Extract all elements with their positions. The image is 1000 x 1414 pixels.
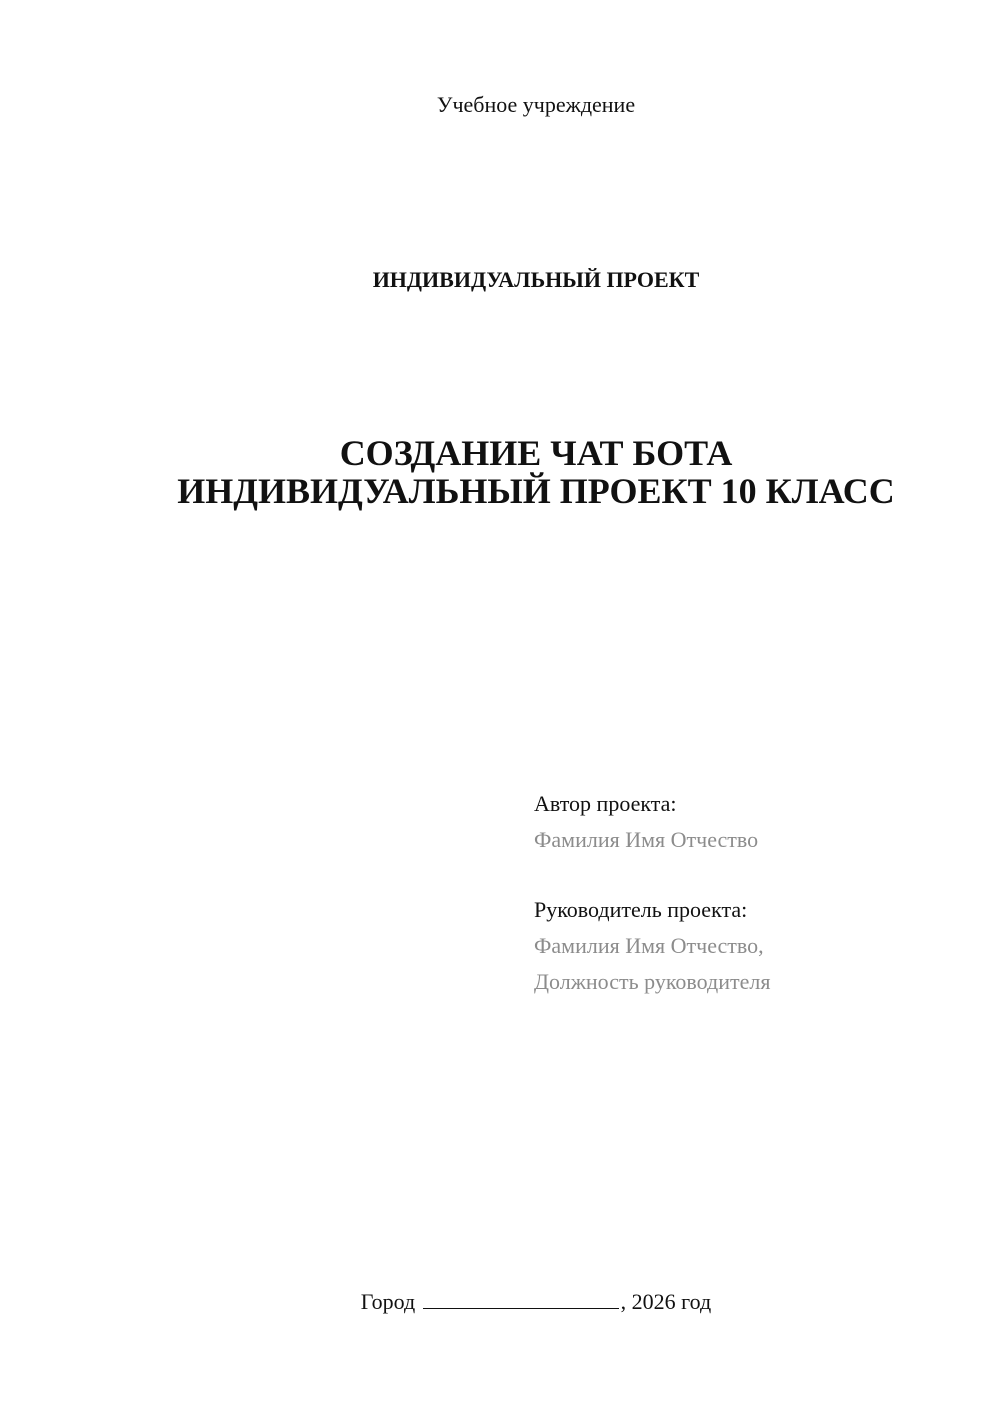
institution-name: Учебное учреждение (436, 92, 636, 117)
author-block (534, 786, 974, 858)
supervisor-block (534, 892, 974, 1000)
supervisor-position: Должность руководителя (534, 969, 771, 994)
project-title (0, 434, 1000, 510)
author-name: Фамилия Имя Отчество (534, 827, 759, 852)
document-type-heading: ИНДИВИДУАЛЬНЫЙ ПРОЕКТ (372, 267, 700, 292)
city-blank-line (423, 1290, 619, 1309)
city-year-line (0, 1289, 1000, 1315)
supervisor-name: Фамилия Имя Отчество, (534, 933, 764, 958)
supervisor-label: Руководитель проекта: (534, 897, 748, 922)
author-label: Автор проекта: (534, 791, 677, 816)
project-title-line-2: ИНДИВИДУАЛЬНЫЙ ПРОЕКТ 10 КЛАСС (177, 471, 895, 511)
year-text: , 2026 год (620, 1289, 712, 1314)
city-label: Город (360, 1289, 416, 1314)
project-title-line-1: СОЗДАНИЕ ЧАТ БОТА (339, 433, 733, 473)
